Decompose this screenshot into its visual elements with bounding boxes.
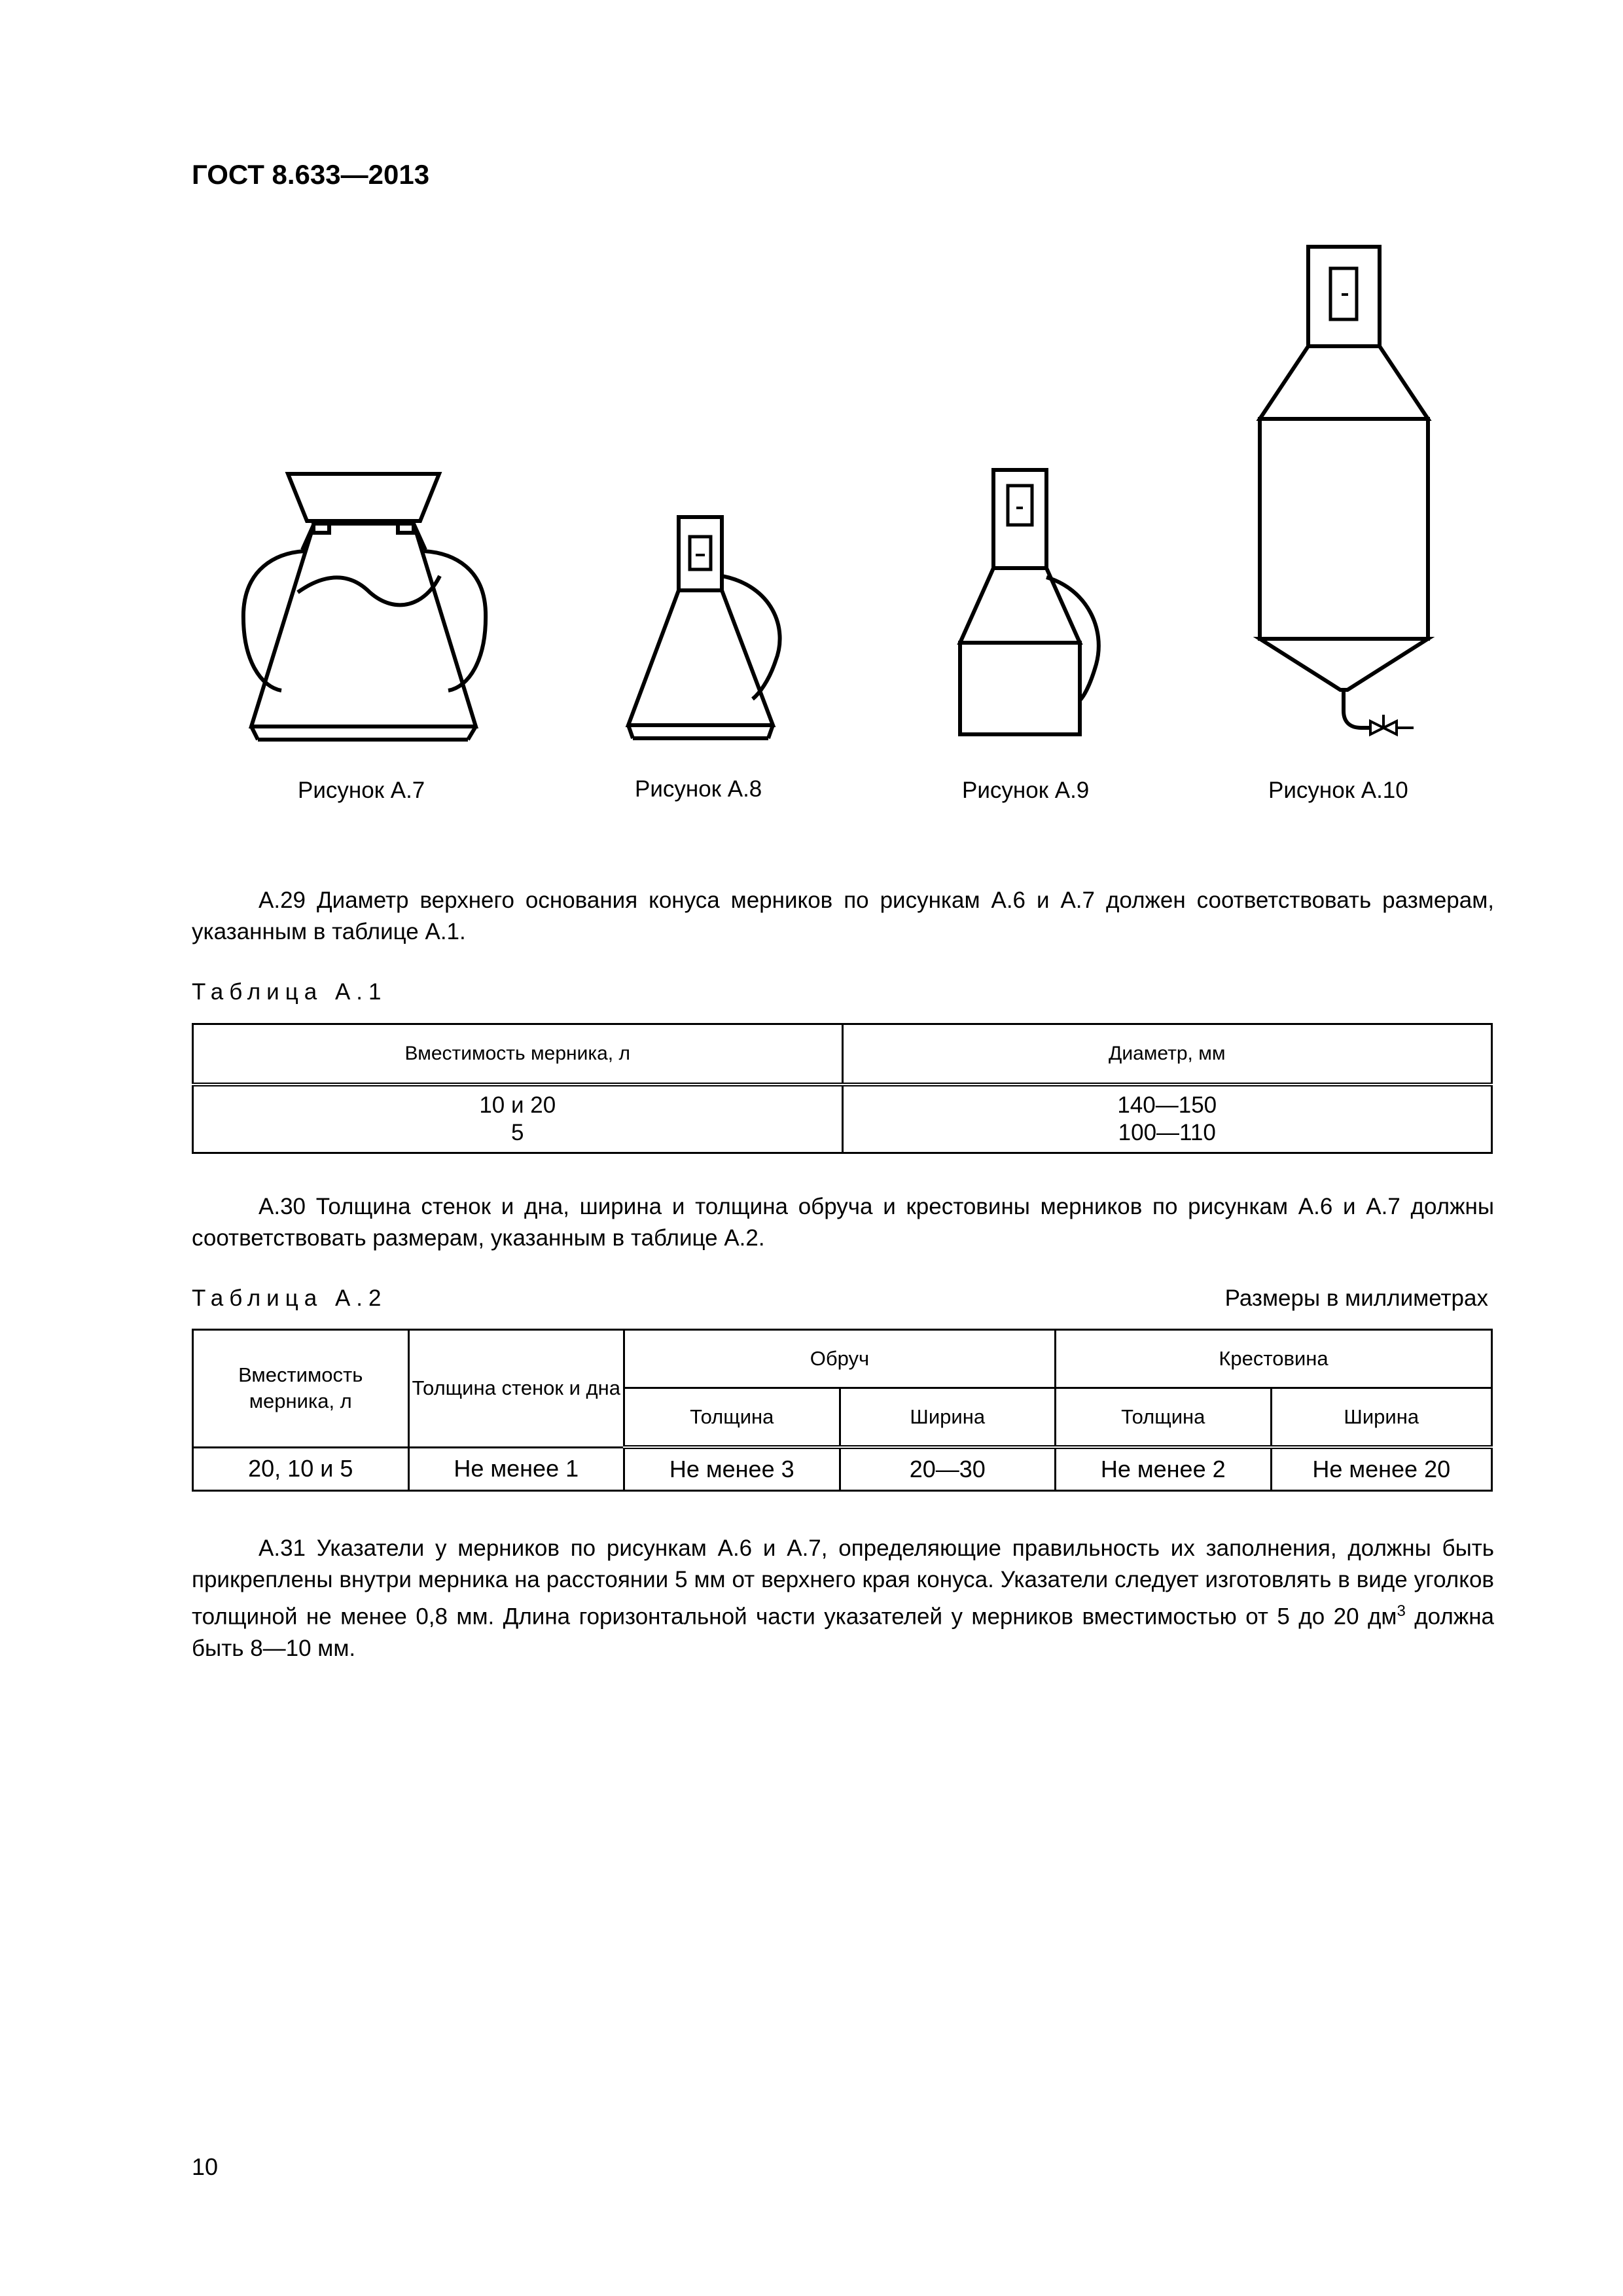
table2-cell-cross-width: Не менее 20: [1271, 1447, 1492, 1491]
table2-title: Таблица А.2: [192, 1285, 387, 1311]
figure-caption-a9: Рисунок А.9: [962, 778, 1090, 803]
table1-diameter-value: 140—150: [1117, 1092, 1217, 1118]
table1-header-capacity: Вместимость мерника, л: [193, 1024, 843, 1085]
table2-header-hoop-width: Ширина: [840, 1388, 1056, 1448]
table1-header-diameter: Диаметр, мм: [842, 1024, 1492, 1085]
paragraph-a29: А.29 Диаметр верхнего основания конуса мерников по рисункам А.6 и А.7 должен соответствовать размерам, указанным в таблице А.1.: [192, 888, 1494, 944]
figure-a8-drawing: [628, 517, 780, 738]
paragraph-a31-text: А.31 Указатели у мерников по рисункам А.6 и А.7, определяющие правильность их заполнения, должны быть прикреплены внутри мерника на расстоянии 5 мм от верхнего края конуса. Указатели следует изготовлять в виде уголков толщиной не менее 0,8 мм. Длина горизонтальной части указателей у мерников вместимостью от 5 до 20 дм: [192, 1535, 1494, 1630]
table2-cell-cross-thickness: Не менее 2: [1056, 1447, 1272, 1491]
table2-header-cross-width: Ширина: [1271, 1388, 1492, 1448]
table2-cell-hoop-width: 20—30: [840, 1447, 1056, 1491]
table2-header-cross-thickness: Толщина: [1056, 1388, 1272, 1448]
figure-a10-drawing: [1260, 247, 1428, 734]
figure-caption-a10: Рисунок А.10: [1268, 778, 1408, 803]
table1-capacity-value: 5: [511, 1120, 524, 1145]
page-number: 10: [192, 2153, 219, 2180]
table1-diameter-value: 100—110: [1118, 1120, 1216, 1145]
table2-header-wall: Толщина стенок и дна: [408, 1330, 624, 1448]
table1-capacity-cell: [193, 1085, 843, 1153]
table2-cell-wall: Не менее 1: [408, 1447, 624, 1491]
table-a1: [192, 1023, 1493, 1154]
table2-cell-hoop-thickness: Не менее 3: [624, 1447, 840, 1491]
figures-drawing: [0, 0, 1623, 851]
table2-header-hoop-thickness: Толщина: [624, 1388, 840, 1448]
unit-superscript: 3: [1397, 1602, 1406, 1620]
figure-a9-drawing: [960, 470, 1099, 734]
paragraph-a31: [192, 1533, 1494, 1664]
table2-header-capacity: Вместимость мерника, л: [193, 1330, 409, 1448]
table1-diameter-cell: [842, 1085, 1492, 1153]
table2-header-cross: Крестовина: [1056, 1330, 1492, 1388]
table2-cell-capacity: 20, 10 и 5: [193, 1447, 409, 1491]
table-a2: [192, 1329, 1493, 1492]
paragraph-a31-end: должна быть 8—10 мм.: [192, 1604, 1494, 1661]
table2-header-hoop: Обруч: [624, 1330, 1056, 1388]
table2-units-note: Размеры в миллиметрах: [1224, 1285, 1488, 1311]
document-code: ГОСТ 8.633—2013: [192, 159, 430, 190]
figure-a7-drawing: [243, 474, 486, 740]
figure-caption-a7: Рисунок А.7: [298, 778, 425, 803]
table1-title: Таблица А.1: [192, 979, 387, 1005]
table1-capacity-value: 10 и 20: [479, 1092, 556, 1118]
paragraph-a30: А.30 Толщина стенок и дна, ширина и толщина обруча и крестовины мерников по рисункам А.6 и А.7 должны соответствовать размерам, указанным в таблице А.2.: [192, 1194, 1494, 1251]
figure-caption-a8: Рисунок А.8: [635, 776, 762, 802]
